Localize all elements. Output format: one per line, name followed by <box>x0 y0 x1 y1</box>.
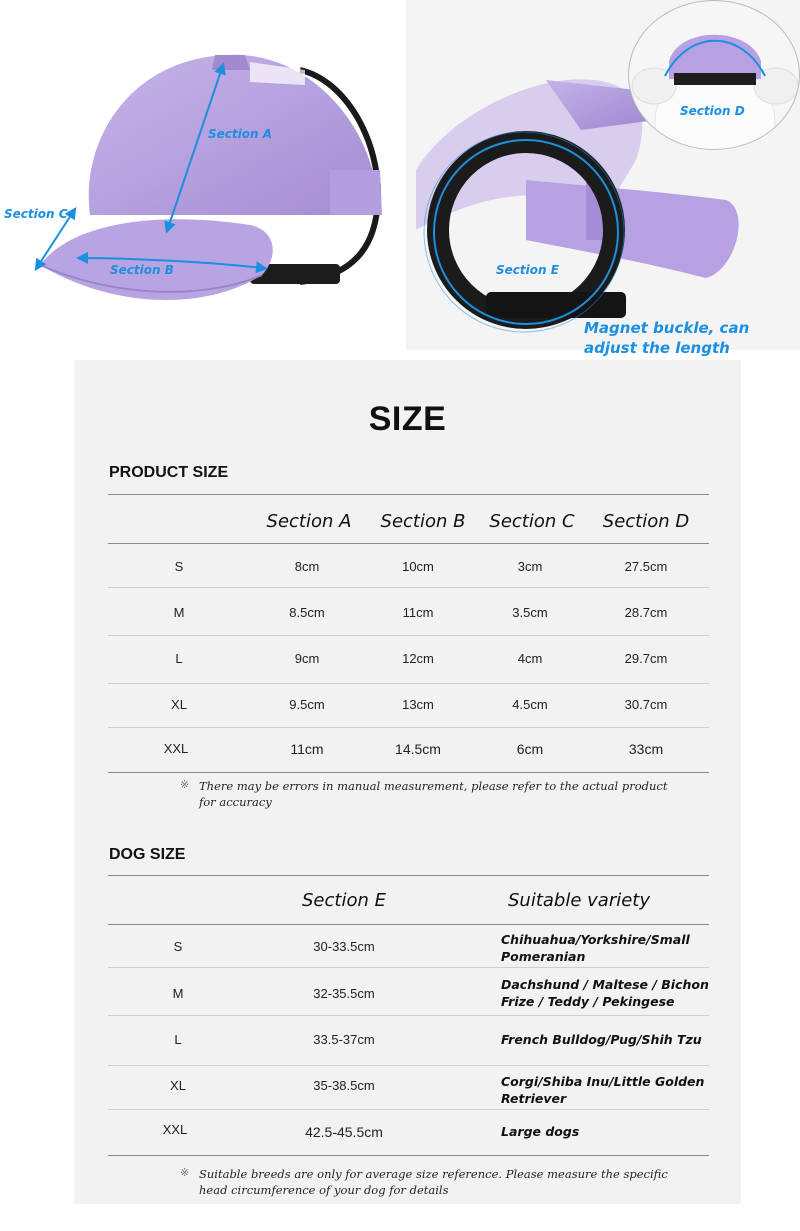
section-a-value: 8cm <box>294 559 320 574</box>
section-a-value: 9.5cm <box>289 697 325 712</box>
section-b-value: 14.5cm <box>395 741 441 757</box>
section-e-value: 35-38.5cm <box>313 1078 375 1093</box>
callout-section-e: Section E <box>496 263 559 277</box>
section-a-value: 9cm <box>294 651 320 666</box>
size-label: L <box>175 651 183 666</box>
suitable-variety: Dachshund / Maltese / Bichon Frize / Teddy / Pekingese <box>501 977 709 1009</box>
size-label: S <box>173 939 183 954</box>
suitable-variety: Large dogs <box>501 1124 580 1139</box>
row-divider <box>108 587 709 588</box>
section-c-value: 4cm <box>517 651 543 666</box>
size-label: XL <box>171 697 187 712</box>
section-b-value: 13cm <box>402 697 434 712</box>
section-a-value: 11cm <box>290 741 324 757</box>
col-header-section-c: Section C <box>489 511 575 532</box>
col-header-section-d: Section D <box>602 511 690 532</box>
section-e-value: 33.5-37cm <box>313 1032 375 1047</box>
callout-section-d: Section D <box>680 104 745 118</box>
section-c-value: 3cm <box>517 559 543 574</box>
section-d-value: 27.5cm <box>624 559 668 574</box>
product-size-note: There may be errors in manual measurement, please refer to the actual product for accuracy <box>199 779 668 809</box>
callout-section-a: Section A <box>208 127 272 141</box>
product-header-rule <box>108 543 709 544</box>
size-label: XL <box>170 1078 186 1093</box>
col-header-section-a: Section A <box>266 511 352 532</box>
product-table-top-rule <box>108 494 709 495</box>
purple-dog-cap-side-icon <box>0 0 400 350</box>
dog-size-note: Suitable breeds are only for average size reference. Please measure the specific head circumference of your dog for details <box>199 1167 668 1197</box>
row-divider <box>108 1015 709 1016</box>
size-label: M <box>172 986 184 1001</box>
size-label: XXL <box>162 1122 188 1137</box>
col-header-suitable-variety: Suitable variety <box>507 890 650 911</box>
section-d-value: 33cm <box>628 741 664 757</box>
note-mark: ※ <box>180 778 190 791</box>
size-label: L <box>174 1032 182 1047</box>
row-divider <box>108 1109 709 1110</box>
row-divider <box>108 1065 709 1066</box>
dog-size-heading: DOG SIZE <box>109 846 186 863</box>
col-header-section-e: Section E <box>302 890 386 911</box>
suitable-variety: Chihuahua/Yorkshire/Small Pomeranian <box>501 932 690 964</box>
row-divider <box>108 635 709 636</box>
row-divider <box>108 967 709 968</box>
suitable-variety: French Bulldog/Pug/Shih Tzu <box>501 1032 702 1047</box>
note-mark: ※ <box>180 1166 190 1179</box>
size-title: SIZE <box>368 400 447 438</box>
product-size-heading: PRODUCT SIZE <box>109 464 229 481</box>
section-d-value: 28.7cm <box>624 605 668 620</box>
section-e-value: 30-33.5cm <box>313 939 375 954</box>
section-e-value: 42.5-45.5cm <box>305 1124 383 1140</box>
product-table-bottom-rule <box>108 772 709 773</box>
callout-section-c: Section C <box>4 207 68 221</box>
size-label: S <box>174 559 184 574</box>
cap-side-image <box>0 0 400 350</box>
section-b-value: 10cm <box>402 559 434 574</box>
magnet-buckle-note: Magnet buckle, can adjust the length <box>584 319 750 357</box>
dog-table-top-rule <box>108 875 709 876</box>
col-header-section-b: Section B <box>380 511 466 532</box>
section-a-value: 8.5cm <box>289 605 325 620</box>
cap-worn-on-dog-icon <box>629 1 800 150</box>
dog-header-rule <box>108 924 709 925</box>
cap-worn-inset <box>628 0 800 150</box>
callout-section-b: Section B <box>110 263 174 277</box>
row-divider <box>108 683 709 684</box>
suitable-variety: Corgi/Shiba Inu/Little Golden Retriever <box>501 1074 705 1106</box>
dog-table-bottom-rule <box>108 1155 709 1156</box>
section-e-value: 32-35.5cm <box>313 986 375 1001</box>
section-c-value: 6cm <box>516 741 544 757</box>
section-d-value: 29.7cm <box>624 651 668 666</box>
section-b-value: 11cm <box>402 605 434 620</box>
section-b-value: 12cm <box>402 651 434 666</box>
section-c-value: 3.5cm <box>512 605 548 620</box>
row-divider <box>108 727 709 728</box>
size-label: XXL <box>163 741 189 756</box>
size-panel <box>74 360 741 1204</box>
section-c-value: 4.5cm <box>512 697 548 712</box>
size-label: M <box>173 605 185 620</box>
section-d-value: 30.7cm <box>624 697 668 712</box>
